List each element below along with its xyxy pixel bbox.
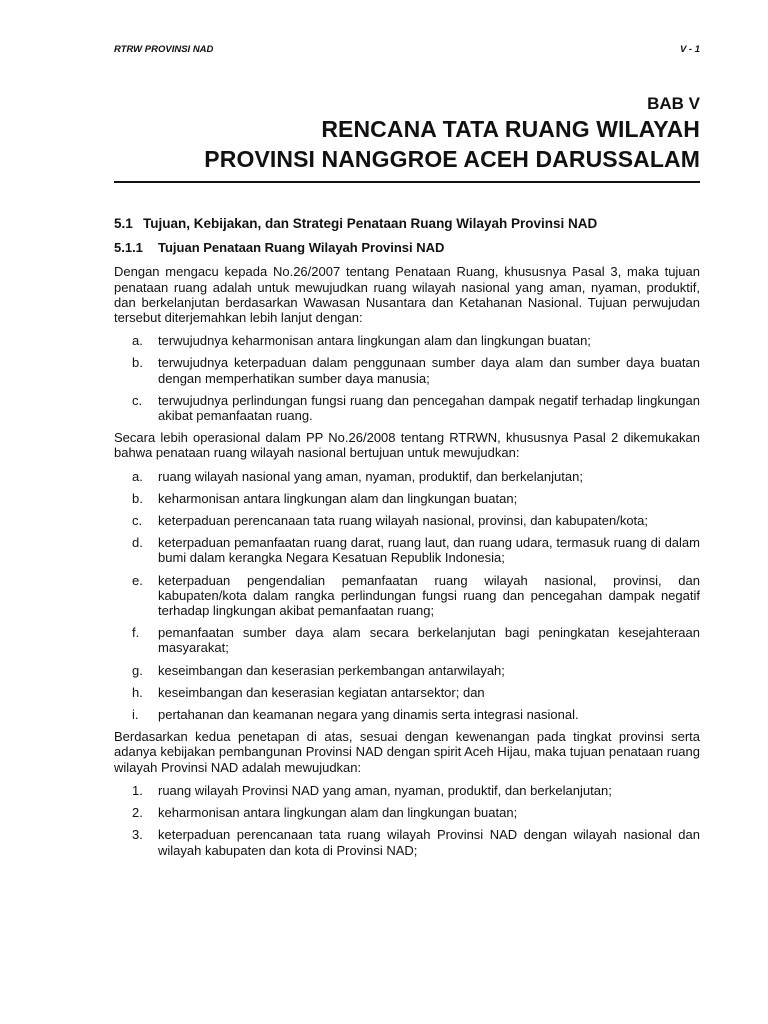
list-marker: i. — [132, 707, 139, 723]
list-item-text: ruang wilayah nasional yang aman, nyaman, produktif, dan berkelanjutan; — [158, 468, 583, 484]
list-3 — [114, 783, 700, 858]
list-item — [114, 355, 700, 385]
list-marker: g. — [132, 662, 143, 678]
list-item-text: terwujudnya keharmonisan antara lingkungan alam dan lingkungan buatan; — [158, 333, 591, 349]
list-item-text: pertahanan dan keamanan negara yang dinamis serta integrasi nasional. — [158, 707, 579, 723]
list-item-text: keterpaduan pengendalian pemanfaatan ruang wilayah nasional, provinsi, dan kabupaten/kota dalam rangka perlindungan fungsi ruang dan pencegahan dampak negatif terhadap lingkungan akibat pemanfaatan ruang; — [158, 572, 700, 619]
list-item — [114, 663, 700, 678]
list-marker: d. — [132, 535, 143, 551]
body-content — [114, 216, 700, 865]
list-marker: b. — [132, 490, 143, 506]
list-item — [114, 393, 700, 423]
list-item-text: terwujudnya keterpaduan dalam penggunaan sumber daya alam dan sumber daya buatan dengan memperhatikan sumber daya manusia; — [158, 355, 700, 386]
list-marker: c. — [132, 513, 143, 529]
list-marker: b. — [132, 355, 143, 371]
list-item-text: terwujudnya perlindungan fungsi ruang dan pencegahan dampak negatif terhadap lingkungan akibat pemanfaatan ruang. — [158, 392, 700, 424]
chapter-title-line2: PROVINSI NANGGROE ACEH DARUSSALAM — [204, 146, 700, 172]
list-item — [114, 333, 700, 348]
list-2 — [114, 469, 700, 723]
list-marker: a. — [132, 333, 143, 349]
chapter-label: BAB V — [647, 94, 700, 113]
chapter-title-line1: RENCANA TATA RUANG WILAYAH — [321, 116, 700, 142]
paragraph-2: Secara lebih operasional dalam PP No.26/2008 tentang RTRWN, khususnya Pasal 2 dikemukakan bahwa penataan ruang wilayah nasional bertujuan untuk mewujudkan: — [114, 430, 700, 461]
list-marker: 2. — [132, 805, 143, 821]
paragraph-1: Dengan mengacu kepada No.26/2007 tentang Penataan Ruang, khususnya Pasal 3, maka tujuan penataan ruang adalah untuk mewujudkan ruang wilayah nasional yang aman, nyaman, produktif, dan berkelanjutan berdasarkan Wawasan Nusantara dan Ketahanan Nasional. Tujuan perwujudan tersebut diterjemahkan lebih lanjut dengan: — [114, 264, 700, 326]
section-title: Tujuan, Kebijakan, dan Strategi Penataan Ruang Wilayah Provinsi NAD — [143, 216, 598, 231]
header-doc-title: RTRW PROVINSI NAD — [114, 44, 214, 55]
list-item — [114, 805, 700, 820]
list-marker: e. — [132, 572, 143, 588]
list-item — [114, 469, 700, 484]
title-divider — [114, 181, 700, 183]
chapter-heading — [114, 94, 700, 174]
list-item — [114, 707, 700, 722]
list-item — [114, 491, 700, 506]
list-item-text: pemanfaatan sumber daya alam secara berkelanjutan bagi peningkatan kesejahteraan masyarakat; — [158, 625, 700, 656]
section-number: 5.1 — [114, 216, 133, 231]
list-item — [114, 625, 700, 655]
list-item-text: keterpaduan perencanaan tata ruang wilayah Provinsi NAD dengan wilayah nasional dan wilayah kabupaten dan kota di Provinsi NAD; — [158, 827, 700, 858]
list-item — [114, 827, 700, 857]
list-marker: h. — [132, 684, 143, 700]
subsection-title: Tujuan Penataan Ruang Wilayah Provinsi NAD — [158, 240, 445, 256]
list-item-text: keterpaduan pemanfaatan ruang darat, ruang laut, dan ruang udara, termasuk ruang di dalam bumi dalam kerangka Negara Kesatuan Republik Indonesia; — [158, 535, 700, 566]
list-marker: c. — [132, 392, 143, 408]
list-marker: 1. — [132, 782, 143, 798]
list-item — [114, 783, 700, 798]
paragraph-3: Berdasarkan kedua penetapan di atas, sesuai dengan kewenangan pada tingkat provinsi serta adanya kebijakan pembangunan Provinsi NAD dengan spirit Aceh Hijau, maka tujuan penataan ruang wilayah Provinsi NAD adalah mewujudkan: — [114, 729, 700, 775]
list-item-text: keharmonisan antara lingkungan alam dan lingkungan buatan; — [158, 490, 518, 506]
section-heading — [114, 216, 700, 231]
list-marker: f. — [132, 625, 140, 641]
list-item — [114, 535, 700, 565]
subsection-heading — [114, 240, 700, 255]
list-item-text: keseimbangan dan keserasian kegiatan antarsektor; dan — [158, 684, 485, 700]
list-marker: a. — [132, 468, 143, 484]
list-item — [114, 685, 700, 700]
list-item — [114, 513, 700, 528]
header-page-number: V - 1 — [679, 44, 700, 55]
list-item-text: keterpaduan perencanaan tata ruang wilayah nasional, provinsi, dan kabupaten/kota; — [158, 513, 649, 529]
list-item — [114, 573, 700, 619]
list-item-text: keharmonisan antara lingkungan alam dan lingkungan buatan; — [158, 805, 518, 821]
list-marker: 3. — [132, 827, 143, 843]
subsection-number: 5.1.1 — [114, 240, 143, 256]
list-1 — [114, 333, 700, 423]
list-item-text: keseimbangan dan keserasian perkembangan antarwilayah; — [158, 662, 505, 678]
list-item-text: ruang wilayah Provinsi NAD yang aman, nyaman, produktif, dan berkelanjutan; — [158, 782, 612, 798]
